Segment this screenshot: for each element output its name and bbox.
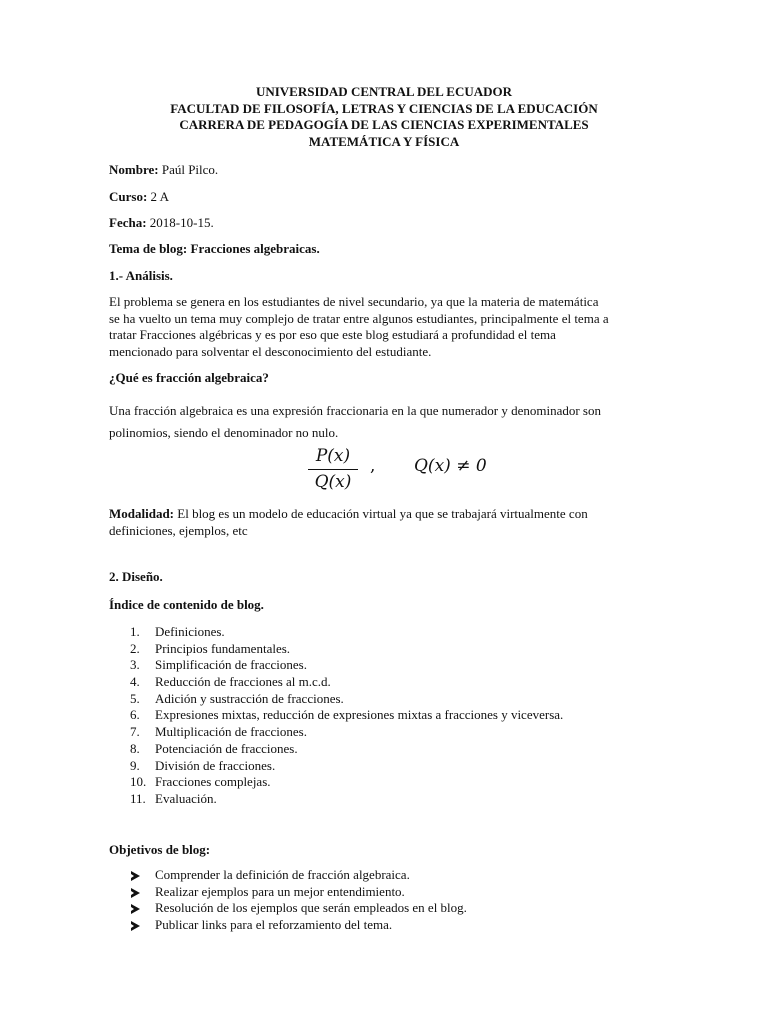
nombre-label: Nombre:	[109, 162, 159, 177]
list-text: Multiplicación de fracciones.	[155, 724, 307, 740]
modalidad-text-1: El blog es un modelo de educación virtual ya que se trabajará virtualmente con	[174, 506, 588, 521]
fecha-line	[109, 215, 669, 232]
list-number: 3.	[130, 657, 140, 673]
list-number: 9.	[130, 757, 140, 773]
list-number: 7.	[130, 724, 140, 740]
list-item	[109, 900, 669, 917]
list-item	[109, 707, 669, 724]
career-name: CARRERA DE PEDAGOGÍA DE LAS CIENCIAS EXPERIMENTALES	[179, 117, 589, 132]
list-item	[109, 867, 669, 884]
nombre-value: Paúl Pilco.	[158, 162, 219, 177]
subject-name: MATEMÁTICA Y FÍSICA	[308, 133, 460, 149]
list-number: 11.	[130, 790, 146, 806]
list-text: Reducción de fracciones al m.c.d.	[155, 674, 331, 690]
list-text: División de fracciones.	[155, 757, 276, 773]
analisis-line: tratar Fracciones algébricas y es por eso que este blog estudiará a profundidad el tema	[109, 327, 556, 342]
analisis-line: mencionado para solventar el desconocimiento del estudiante.	[109, 343, 432, 359]
list-number: 5.	[130, 690, 140, 706]
fraction-formula	[300, 444, 500, 500]
list-item	[109, 917, 669, 934]
list-text: Simplificación de fracciones.	[155, 657, 307, 673]
tema-heading: Tema de blog: Fracciones algebraicas.	[109, 241, 320, 256]
list-item	[109, 724, 669, 741]
nombre-line	[109, 162, 669, 179]
formula-separator: ,	[370, 456, 376, 476]
curso-line	[109, 189, 669, 206]
list-text: Publicar links para el reforzamiento del tema.	[155, 917, 393, 933]
algebraic-fraction	[308, 446, 358, 494]
modalidad-paragraph	[109, 506, 669, 539]
list-text: Adición y sustracción de fracciones.	[155, 690, 344, 706]
fraction-bar	[308, 469, 358, 470]
list-item	[109, 641, 669, 658]
fecha-label: Fecha:	[109, 215, 147, 230]
analisis-line: El problema se genera en los estudiantes de nivel secundario, ya que la materia de matemática	[109, 294, 599, 309]
arrow-bullet-icon	[131, 888, 140, 898]
arrow-bullet-icon	[131, 871, 140, 881]
index-list	[109, 624, 669, 808]
faculty-name: FACULTAD DE FILOSOFÍA, LETRAS Y CIENCIAS DE LA EDUCACIÓN	[170, 100, 598, 116]
list-text: Fracciones complejas.	[155, 774, 271, 790]
list-item	[109, 657, 669, 674]
modalidad-label: Modalidad:	[109, 506, 175, 521]
diseno-heading: 2. Diseño.	[109, 569, 163, 584]
fecha-value: 2018-10-15.	[146, 215, 214, 230]
list-text: Comprender la definición de fracción algebraica.	[155, 867, 410, 882]
curso-value: 2 A	[147, 189, 169, 204]
list-text: Resolución de los ejemplos que serán empleados en el blog.	[155, 900, 467, 916]
arrow-bullet-icon	[131, 904, 140, 914]
list-number: 4.	[130, 674, 140, 690]
list-item	[109, 774, 669, 791]
list-number: 1.	[130, 624, 140, 639]
definicion-line-2: polinomios, siendo el denominador no nulo.	[109, 425, 339, 440]
curso-label: Curso:	[109, 189, 148, 204]
document-header	[0, 84, 768, 150]
list-number: 6.	[130, 707, 140, 723]
analisis-paragraph	[109, 294, 669, 360]
list-text: Principios fundamentales.	[155, 640, 291, 656]
list-item	[109, 758, 669, 775]
arrow-bullet-icon	[131, 921, 140, 931]
objetivos-heading: Objetivos de blog:	[109, 842, 211, 857]
list-item	[109, 884, 669, 901]
index-heading: Índice de contenido de blog.	[109, 597, 264, 612]
definicion-heading: ¿Qué es fracción algebraica?	[109, 370, 269, 385]
fraction-denominator: Q(x)	[314, 472, 352, 492]
list-number: 10.	[130, 774, 147, 790]
formula-condition: Q(x) ≠ 0	[414, 456, 487, 476]
list-text: Potenciación de fracciones.	[155, 740, 298, 756]
list-item	[109, 691, 669, 708]
list-text: Expresiones mixtas, reducción de expresiones mixtas a fracciones y viceversa.	[155, 707, 564, 723]
analisis-line: se ha vuelto un tema muy complejo de tratar entre algunos estudiantes, principalmente el tema a	[109, 310, 609, 326]
university-name: UNIVERSIDAD CENTRAL DEL ECUADOR	[255, 84, 513, 99]
list-item	[109, 674, 669, 691]
list-number: 2.	[130, 640, 140, 656]
definicion-line-1: Una fracción algebraica es una expresión fraccionaria en la que numerador y denominador son	[109, 403, 601, 418]
modalidad-text-2: definiciones, ejemplos, etc	[109, 522, 248, 538]
objetivos-list	[109, 867, 669, 934]
list-item	[109, 741, 669, 758]
fraction-numerator: P(x)	[315, 446, 351, 466]
list-text: Definiciones.	[155, 624, 225, 639]
list-item	[109, 791, 669, 808]
list-number: 8.	[130, 740, 140, 756]
list-item	[109, 624, 669, 641]
list-text: Realizar ejemplos para un mejor entendimiento.	[155, 883, 405, 899]
analisis-heading: 1.- Análisis.	[109, 268, 173, 283]
list-text: Evaluación.	[155, 790, 217, 806]
